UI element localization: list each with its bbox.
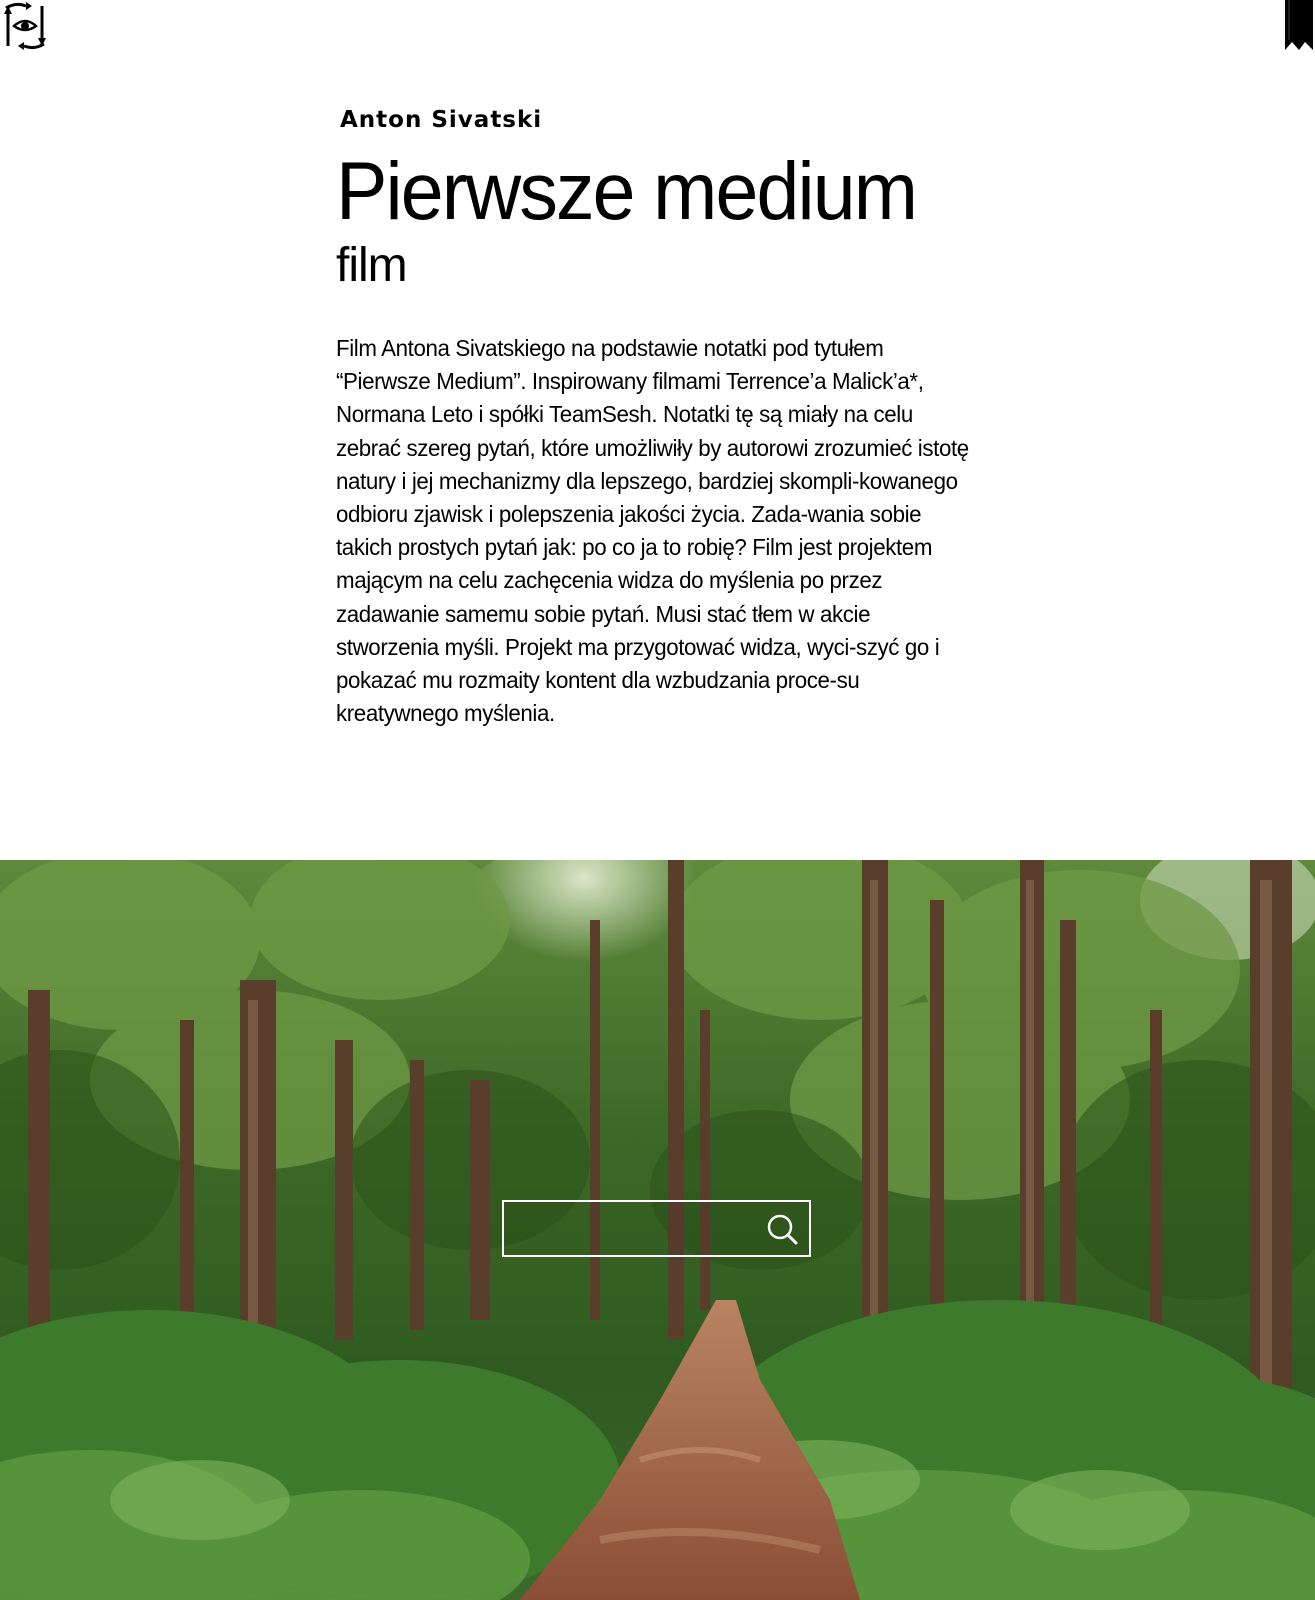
- eye-frame-logo-icon[interactable]: [2, 0, 48, 52]
- search-icon[interactable]: [765, 1212, 799, 1246]
- page-title: Pierwsze medium: [336, 146, 917, 237]
- search-box[interactable]: [502, 1200, 811, 1257]
- page-subtitle: film: [336, 239, 407, 292]
- bookmark-icon[interactable]: [1281, 0, 1315, 52]
- article-body: Film Antona Sivatskiego na podstawie notatki pod tytułem “Pierwsze Medium”. Inspirowany filmami Terrence’a Malick’a*, Normana Leto i spółki TeamSesh. Notatki tę są miały na celu zebrać szereg pytań, które umożliwiły by autorowi zrozumieć istotę natury i jej mechanizmy dla lepszego, bardziej skompli-kowanego odbioru zjawisk i polepszenia jakości życia. Zada-wania sobie takich prostych pytań jak: po co ja to robię? Film jest projektem mającym na celu zachęcenia widza do myślenia po przez zadawanie samemu sobie pytań. Musi stać tłem w akcie stworzenia myśli. Projekt ma przygotować widza, wyci-szyć go i pokazać mu rozmaity kontent dla wzbudzania proce-su kreatywnego myślenia.: [336, 335, 969, 727]
- search-input[interactable]: [510, 1208, 754, 1251]
- author-name: Anton Sivatski: [340, 107, 543, 133]
- article: [336, 96, 996, 753]
